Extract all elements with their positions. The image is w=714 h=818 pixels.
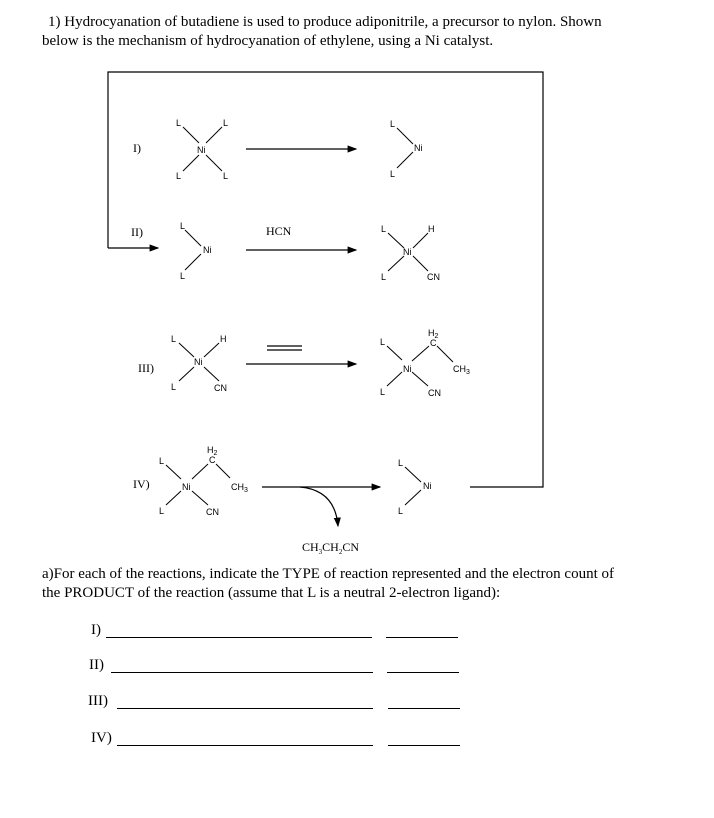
ligand: L <box>176 171 182 181</box>
ni-atom: Ni <box>203 245 212 255</box>
ligand: L <box>180 221 186 231</box>
ni-atom: Ni <box>423 481 432 491</box>
answer-type-blank-4[interactable] <box>117 745 373 746</box>
question-line-1: 1) Hydrocyanation of butadiene is used to produce adiponitrile, a precursor to nylon. Shown <box>48 14 602 30</box>
answer-label-2: II) <box>89 657 104 673</box>
answer-count-blank-4[interactable] <box>388 745 460 746</box>
hydride: H <box>220 334 227 344</box>
answer-type-blank-3[interactable] <box>117 708 373 709</box>
answer-type-blank-2[interactable] <box>111 672 373 673</box>
methylene-h2: $H_2$ <box>207 445 218 457</box>
catalytic-cycle-frame <box>108 72 543 487</box>
methyl-group: $CH_3$ <box>231 482 248 494</box>
step-label-4: IV) <box>133 477 150 491</box>
ligand: L <box>180 271 186 281</box>
answer-label-4: IV) <box>91 730 112 746</box>
ligand: L <box>171 334 177 344</box>
methylene-c: C <box>209 455 216 465</box>
answer-label-1: I) <box>91 622 101 638</box>
ligand: L <box>390 119 396 129</box>
ni-atom: Ni <box>403 364 412 374</box>
answer-label-3: III) <box>88 693 108 709</box>
ligand: L <box>159 456 165 466</box>
ni-atom: Ni <box>197 145 206 155</box>
ligand: L <box>381 272 387 282</box>
complex-hydrido-cyano <box>171 334 227 393</box>
complex-nil2-product <box>398 458 432 516</box>
methyl-group: $CH_3$ <box>453 364 470 376</box>
question-line-2: below is the mechanism of hydrocyanation of ethylene, using a Ni catalyst. <box>42 33 494 49</box>
reagent-hcn: HCN <box>266 224 292 238</box>
ligand: L <box>223 118 229 128</box>
ligand: L <box>176 118 182 128</box>
cyanide: CN <box>214 383 227 393</box>
complex-nil3 <box>390 119 423 179</box>
methylene-c: C <box>430 338 437 348</box>
answer-count-blank-1[interactable] <box>386 637 458 638</box>
ligand: L <box>380 387 386 397</box>
byproduct-propionitrile: $CH_3CH_2CN$ <box>302 540 360 556</box>
subquestion-line-1: a)For each of the reactions, indicate the TYPE of reaction represented and the electron count of <box>42 566 614 582</box>
ligand: L <box>398 506 404 516</box>
complex-ethyl-cyano <box>380 328 470 398</box>
complex-hydrido-cyano <box>381 224 440 282</box>
cyanide: CN <box>427 272 440 282</box>
ni-atom: Ni <box>403 247 412 257</box>
subquestion-line-2: the PRODUCT of the reaction (assume that L is a neutral 2-electron ligand): <box>42 585 501 601</box>
ligand: L <box>171 382 177 392</box>
ligand: L <box>398 458 404 468</box>
ligand: L <box>380 337 386 347</box>
ni-atom: Ni <box>414 143 423 153</box>
ethylene <box>267 346 302 350</box>
answer-count-blank-3[interactable] <box>388 708 460 709</box>
answer-type-blank-1[interactable] <box>106 637 372 638</box>
ni-atom: Ni <box>194 357 203 367</box>
complex-nil2 <box>180 221 212 281</box>
step-label-3: III) <box>138 361 154 375</box>
ligand: L <box>159 506 165 516</box>
ligand: L <box>390 169 396 179</box>
hydride: H <box>428 224 435 234</box>
byproduct-arrow <box>300 487 338 526</box>
answer-count-blank-2[interactable] <box>387 672 459 673</box>
cyanide: CN <box>206 507 219 517</box>
step-label-2: II) <box>131 225 143 239</box>
ligand: L <box>223 171 229 181</box>
step-label-1: I) <box>133 141 141 155</box>
cyanide: CN <box>428 388 441 398</box>
complex-ethyl-cyano <box>159 445 248 517</box>
ligand: L <box>381 224 387 234</box>
ni-atom: Ni <box>182 482 191 492</box>
methylene-h2: $H_2$ <box>428 328 439 340</box>
complex-nil4 <box>176 118 228 181</box>
